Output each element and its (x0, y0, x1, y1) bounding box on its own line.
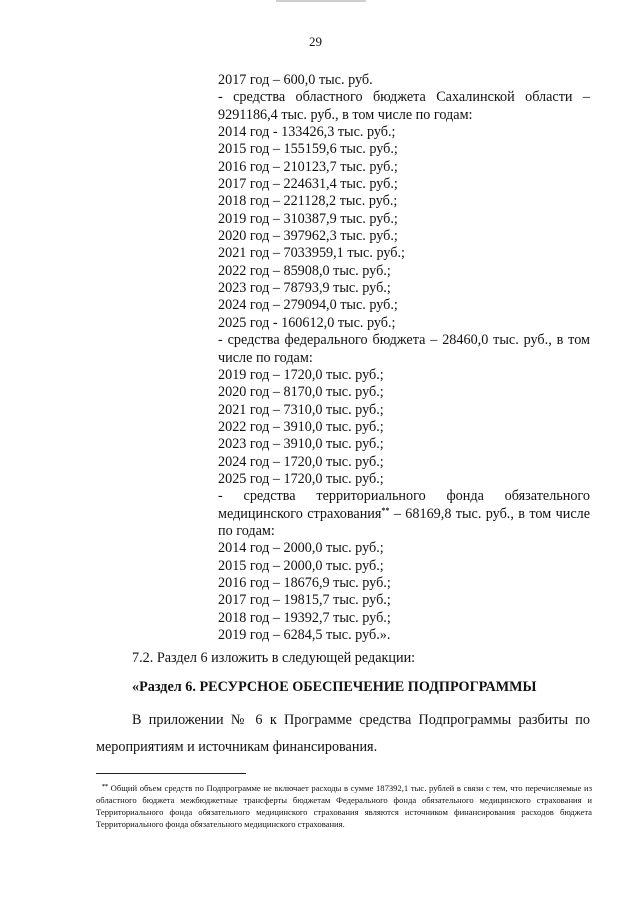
top-edge-rule (276, 0, 366, 2)
regional-budget-intro: - средства областного бюджета Сахалинской области – 9291186,4 тыс. руб., в том числе по годам: (218, 89, 590, 123)
federal-budget-intro: - средства федерального бюджета – 28460,0 тыс. руб., в том числе по годам: (218, 332, 590, 366)
footnote-divider (96, 773, 246, 774)
footnote-mark: ** (102, 784, 108, 790)
insurance-fund-intro (218, 488, 590, 540)
list-item: 2023 год – 78793,9 тыс. руб.; (218, 280, 391, 297)
insurance-fund-intro-amount: – 68169,8 тыс. руб., в том числе по годам: (218, 505, 590, 539)
amendment-clause: 7.2. Раздел 6 изложить в следующей редакции: (132, 650, 416, 666)
section-heading: «Раздел 6. РЕСУРСНОЕ ОБЕСПЕЧЕНИЕ ПОДПРОГРАММЫ (132, 679, 537, 695)
list-item: 2022 год – 85908,0 тыс. руб.; (218, 262, 391, 279)
list-item: 2015 год – 155159,6 тыс. руб.; (218, 141, 398, 158)
footnote-text: Общий объем средств по Подпрограмме не включает расходы в сумме 187392,1 тыс. рублей в связи с тем, что перечисляемые из областного бюджета межбюджетные трансферты бюджетам Федерального фонда обязательного медицинского страхования и Территориального фонда обязательного медицинского страхования являются источником финансирования расходов бюджета Территориального фонда обязательного медицинского страхования. (96, 783, 592, 830)
list-item: 2020 год – 8170,0 тыс. руб.; (218, 384, 384, 401)
list-item: 2014 год - 133426,3 тыс. руб.; (218, 124, 396, 141)
list-item: 2024 год – 279094,0 тыс. руб.; (218, 297, 398, 314)
list-item: 2020 год – 397962,3 тыс. руб.; (218, 228, 398, 245)
list-item: 2018 год – 221128,2 тыс. руб.; (218, 193, 398, 210)
list-item: 2016 год – 210123,7 тыс. руб.; (218, 158, 398, 175)
list-item: 2021 год – 7033959,1 тыс. руб.; (218, 245, 405, 262)
list-item: 2017 год – 19815,7 тыс. руб.; (218, 592, 391, 609)
footnote-reference: ** (381, 505, 390, 515)
list-item: 2023 год – 3910,0 тыс. руб.; (218, 436, 384, 453)
list-item: 2017 год – 600,0 тыс. руб. (218, 72, 373, 88)
list-item: 2018 год – 19392,7 тыс. руб.; (218, 609, 391, 626)
list-item: 2024 год – 1720,0 тыс. руб.; (218, 453, 384, 470)
list-item: 2021 год – 7310,0 тыс. руб.; (218, 401, 384, 418)
page-number: 29 (309, 34, 322, 49)
list-item: 2025 год – 1720,0 тыс. руб.; (218, 470, 384, 487)
body-paragraph: В приложении № 6 к Программе средства Подпрограммы разбиты по мероприятиям и источникам финансирования. (96, 712, 590, 755)
list-item: 2019 год – 6284,5 тыс. руб.». (218, 627, 391, 643)
list-item: 2014 год – 2000,0 тыс. руб.; (218, 540, 384, 557)
funding-list (218, 72, 590, 644)
footnote (96, 782, 592, 830)
list-item: 2019 год – 310387,9 тыс. руб.; (218, 210, 398, 227)
list-item: 2022 год – 3910,0 тыс. руб.; (218, 418, 384, 435)
list-item: 2016 год – 18676,9 тыс. руб.; (218, 574, 391, 591)
list-item: 2025 год - 160612,0 тыс. руб.; (218, 314, 396, 331)
list-item: 2015 год – 2000,0 тыс. руб.; (218, 557, 384, 574)
list-item: 2019 год – 1720,0 тыс. руб.; (218, 366, 384, 383)
list-item: 2017 год – 224631,4 тыс. руб.; (218, 176, 398, 193)
insurance-fund-intro-text: - средства территориального фонда обязательного медицинского страхования (218, 488, 590, 522)
